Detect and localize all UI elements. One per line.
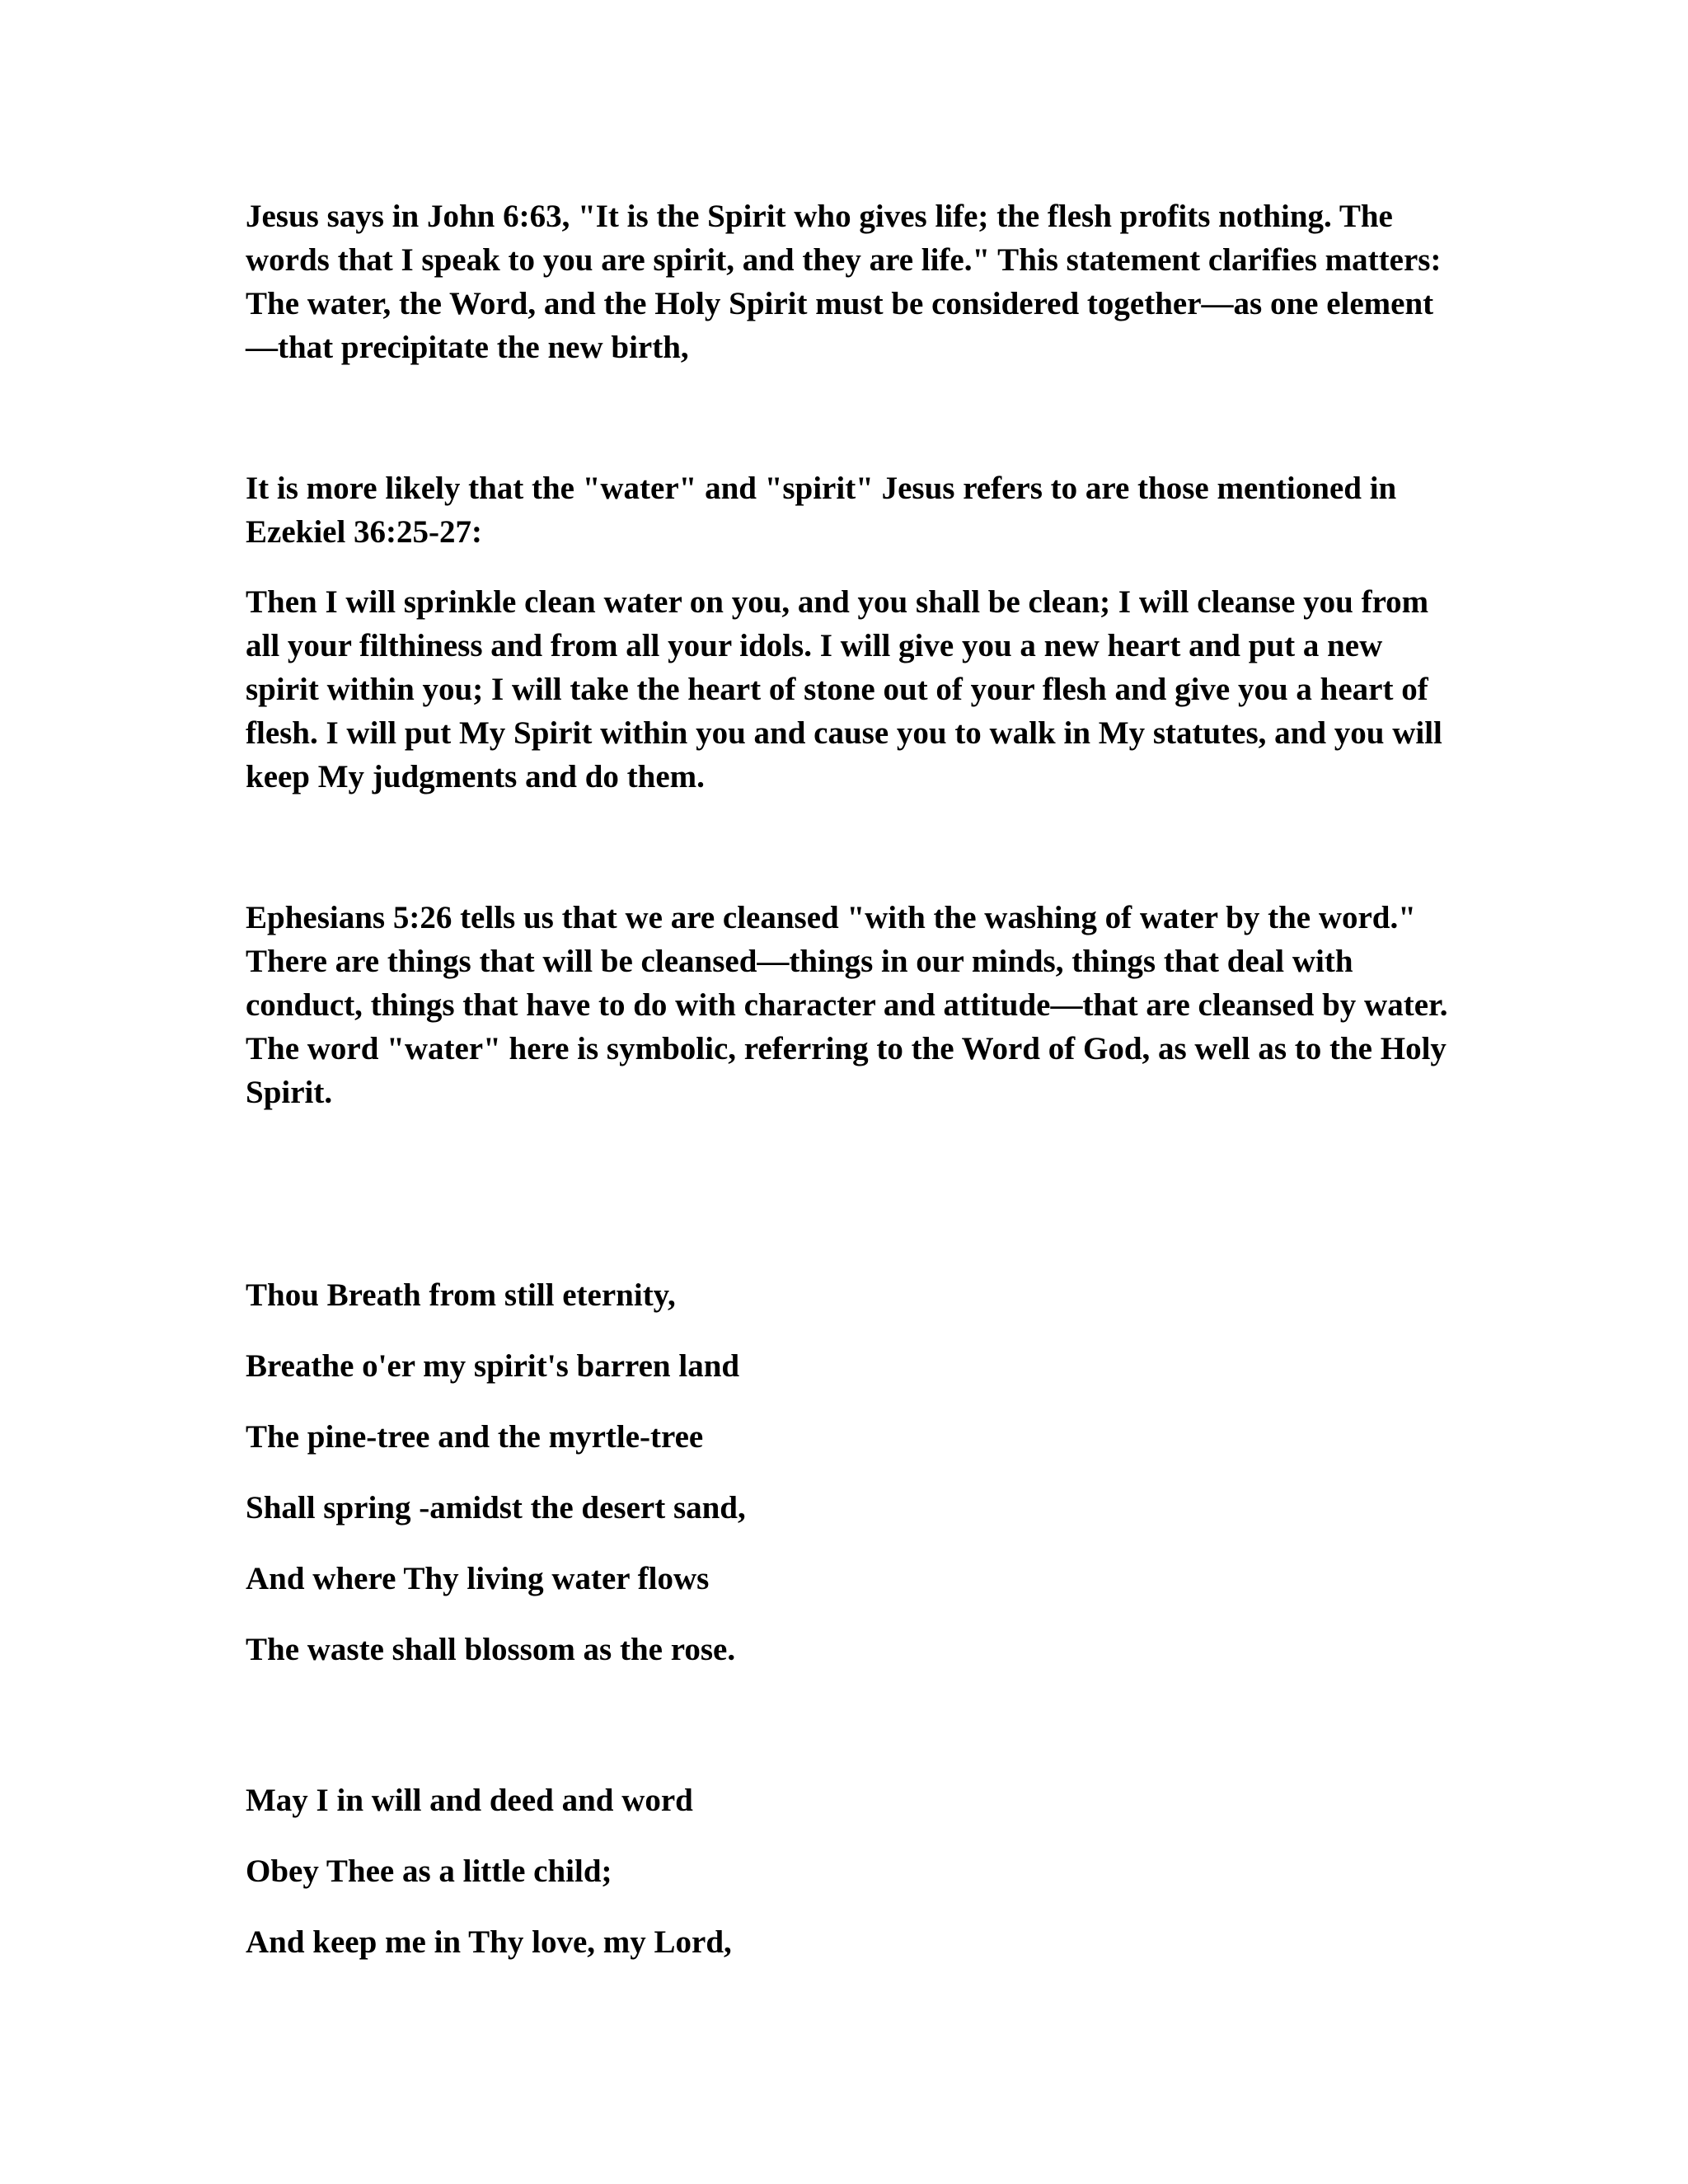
- paragraph-ezekiel-intro: It is more likely that the "water" and "spirit" Jesus refers to are those mentioned in Ezekiel 36:25-27:: [246, 471, 1397, 550]
- poem-line: And keep me in Thy love, my Lord,: [246, 1924, 732, 1960]
- poem-line: Thou Breath from still eternity,: [246, 1277, 676, 1313]
- poem-line: And where Thy living water flows: [246, 1561, 710, 1596]
- poem-line: The waste shall blossom as the rose.: [246, 1632, 736, 1667]
- poem-line: Obey Thee as a little child;: [246, 1854, 612, 1889]
- paragraph-ephesians-5-26: Ephesians 5:26 tells us that we are cleansed "with the washing of water by the word." There are things that will be cleansed—things in our minds, things that deal with conduct, things that have to do with character and attitude—that are cleansed by water. The word "water" here is symbolic, referring to the Word of God, as well as to the Holy Spirit.: [246, 900, 1448, 1110]
- poem-line: Shall spring -amidst the desert sand,: [246, 1490, 746, 1526]
- poem-line: May I in will and deed and word: [246, 1783, 693, 1818]
- poem-line: The pine-tree and the myrtle-tree: [246, 1419, 704, 1455]
- paragraph-john-6-63: Jesus says in John 6:63, "It is the Spirit who gives life; the flesh profits nothing. The words that I speak to you are spirit, and they are life." This statement clarifies matters: The water, the Word, and the Holy Spirit must be considered together—as one element—that precipitate the new birth,: [246, 199, 1442, 365]
- paragraph-ezekiel-quote: Then I will sprinkle clean water on you, and you shall be clean; I will cleanse you from all your filthiness and from all your idols. I will give you a new heart and put a new spirit within you; I will take the heart of stone out of your flesh and give you a heart of flesh. I will put My Spirit within you and cause you to walk in My statutes, and you will keep My judgments and do them.: [246, 584, 1442, 794]
- poem-line: Breathe o'er my spirit's barren land: [246, 1348, 740, 1384]
